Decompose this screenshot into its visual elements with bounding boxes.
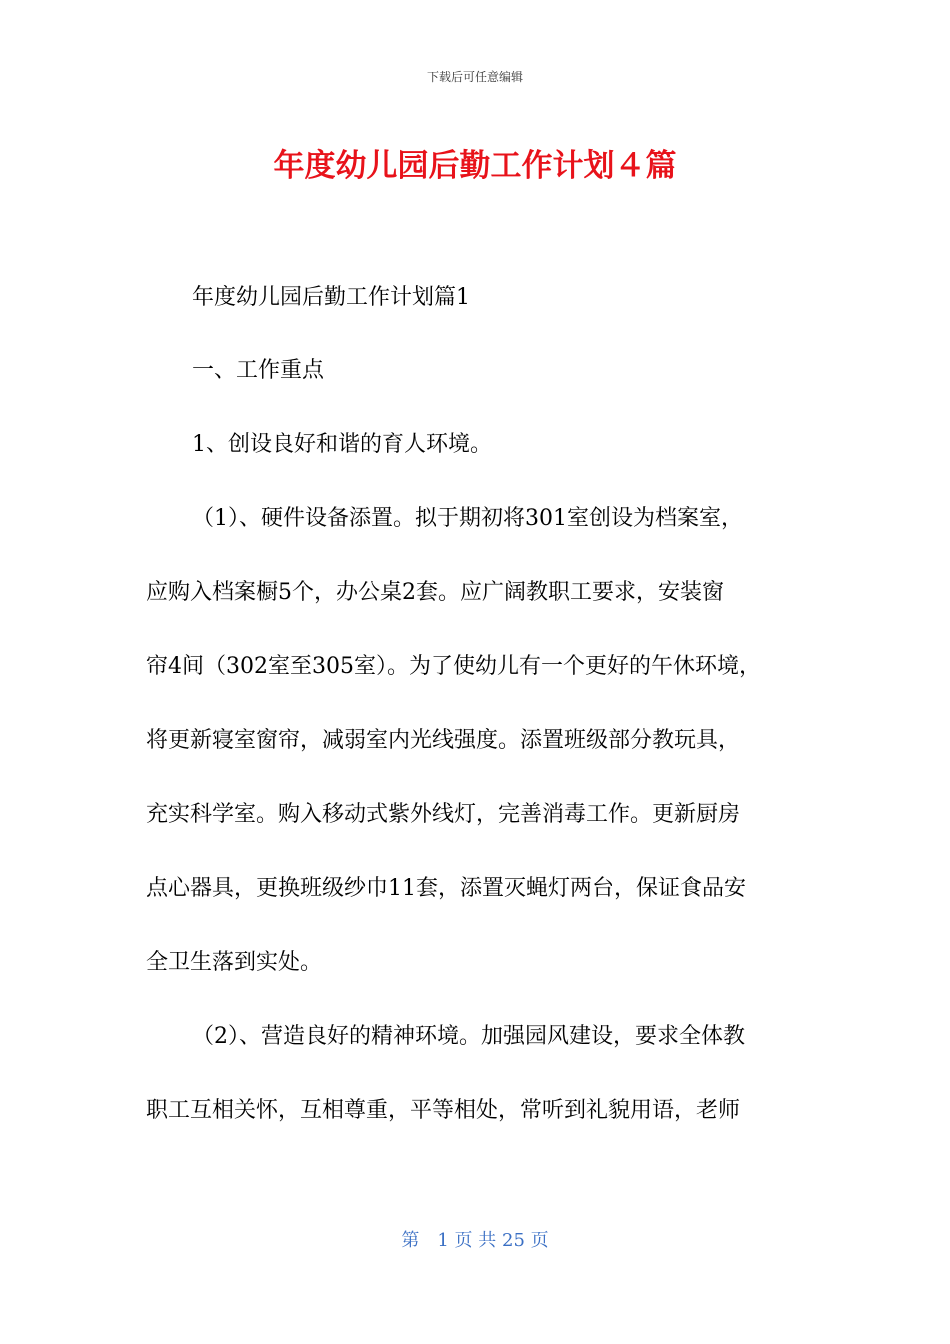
paragraph-line: 帘4间（302室至305室）。为了使幼儿有一个更好的午休环境， [146, 654, 761, 679]
paragraph-line: 点心器具，更换班级纱巾11套，添置灭蝇灯两台，保证食品安 [146, 876, 746, 901]
paragraph-line: 应购入档案橱5个，办公桌2套。应广阔教职工要求，安装窗 [146, 580, 724, 605]
paragraph-line: 将更新寝室窗帘，减弱室内光线强度。添置班级部分教玩具， [146, 728, 741, 753]
paragraph-line: （2）、营造良好的精神环境。加强园风建设，要求全体教 [192, 1024, 745, 1049]
paragraph-line: 职工互相关怀，互相尊重，平等相处，常听到礼貌用语，老师 [146, 1098, 741, 1123]
paragraph-line: 年度幼儿园后勤工作计划篇1 [192, 285, 470, 310]
header-note: 下载后可任意编辑 [426, 70, 523, 84]
paragraph-line: 1、创设良好和谐的育人环境。 [192, 432, 492, 457]
paragraph-line: 全卫生落到实处。 [146, 950, 323, 975]
paragraph-line: 一、工作重点 [192, 358, 325, 383]
document-title: 年度幼儿园后勤工作计划４篇 [273, 148, 677, 184]
paragraph-line: 充实科学室。购入移动式紫外线灯，完善消毒工作。更新厨房 [146, 802, 741, 827]
paragraph-line: （1）、硬件设备添置。拟于期初将301室创设为档案室， [192, 506, 743, 531]
page-number: 第 1 页 共 25 页 [401, 1230, 549, 1251]
